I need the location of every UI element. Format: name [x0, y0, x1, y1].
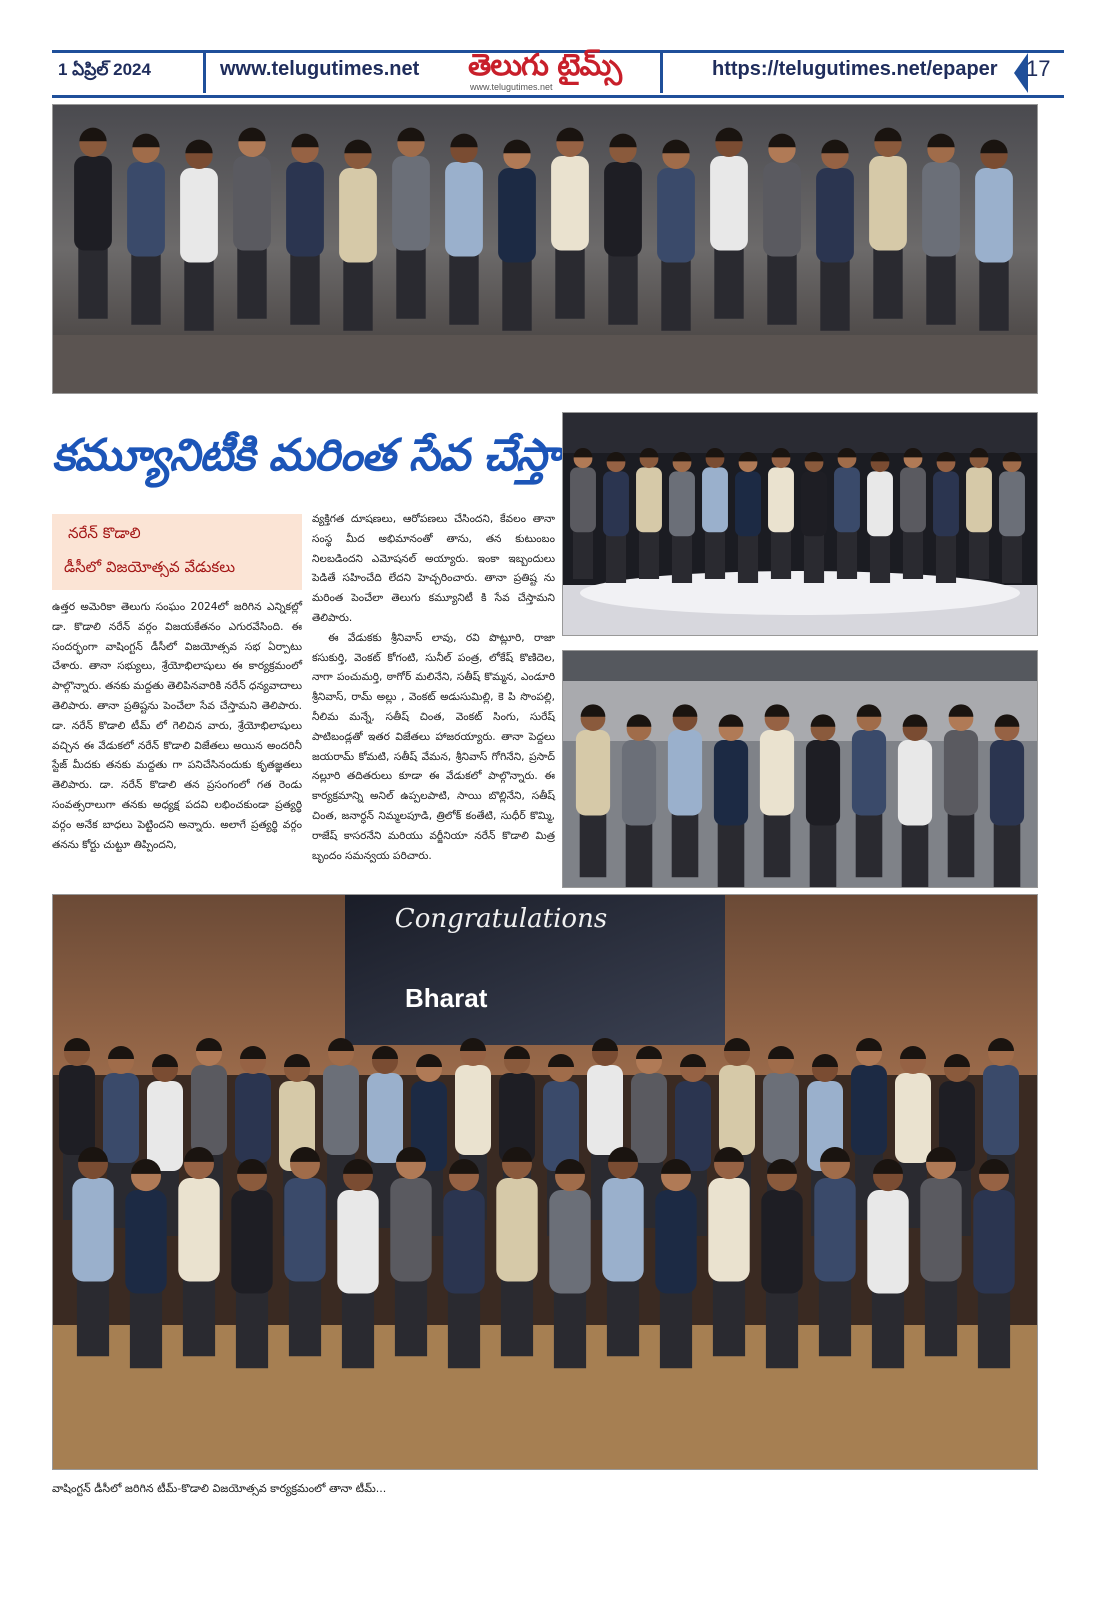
headline: కమ్యూనిటీకి మరింత సేవ చేస్తా — [52, 430, 561, 481]
celebration-photo — [562, 650, 1038, 888]
header-divider — [660, 53, 663, 93]
article-paragraph: ఈ వేడుకకు శ్రీనివాస్ లావు, రవి పొట్లూరి, రాజా కసుకుర్తి, వెంకట్ కోగంటి, సునీల్ పంత్ర, లోకేష్ కొణిదెల, నాగా పంచుమర్తి, ఠాగోర్ మలినేని, సతీష్ కొమ్మన, ఎండూరి శ్రీనివాస్, రామ్ అల్లు , వెంకట్ అడుసుమిల్లి, కె పి సొంపల్లి, నీలిమ మన్నే, సతీష్ చింత, వెంకట్ సింగు, సురేష్ పాటిబండ్లతో ఇతర విజేతలు హాజరయ్యారు. తానా పెద్దలు జయరామ్ కోమటి, సతీష్ వేమన, శ్రీనివాస్ గోగినేని, ప్రసాద్ నల్లూరి తదితరులు కూడా ఈ వేడుకలో పాల్గొన్నారు. ఈ కార్యక్రమాన్ని అనిల్ ఉప్పలపాటి, సాయి బొల్లినేని, సతీష్ చింత, జనార్ధన్ నిమ్మలపూడి, త్రిలోక్ కంతేటి, సుధీర్ కొమ్మి, రాజేష్ కాసరనేని మరియు వర్జీనియా నరేన్ కొడాలి మిత్ర బృందం సమన్వయ పరిచారు. — [312, 631, 555, 862]
stage-speech-photo — [562, 412, 1038, 636]
page-number: 17 — [1026, 56, 1051, 81]
article-column-1 — [52, 598, 302, 888]
subhead-box — [52, 514, 302, 590]
photo-caption: వాషింగ్టన్ డీసీలో జరిగిన టీమ్-కొడాలి విజయోత్సవ కార్యక్రమంలో తానా టీమ్... — [52, 1482, 387, 1495]
logo-text: తెలుగు టైమ్స్ — [468, 48, 622, 83]
page-header — [0, 0, 1110, 110]
logo-subtext: www.telugutimes.net — [470, 82, 553, 92]
masthead-logo[interactable] — [468, 48, 640, 94]
issue-date: 1 ఏప్రిల్ 2024 — [58, 60, 151, 79]
subhead-name: నరేన్ కొడాలి — [68, 524, 141, 542]
bottom-group-photo — [52, 894, 1038, 1470]
screen-name: Bharat — [405, 983, 488, 1013]
website-link[interactable]: www.telugutimes.net — [220, 58, 420, 80]
article-paragraph: వ్యక్తిగత దూషణలు, ఆరోపణలు చేసిందని, కేవలం తానా సంస్థ మీద అభిమానంతో తాను, తన కుటుంబం నిలబడిందని ఎమోషనల్ అయ్యారు. ఇంకా ఇబ్బందులు పెడితే సహించేది లేదని హెచ్చరించారు. తానా ప్రతిష్ట ను మరింత పెంచేలా తెలుగు కమ్యూనిటీ కి సేవ చేస్తామని తెలిపారు. — [312, 513, 555, 624]
header-divider — [203, 53, 206, 93]
screen-text: Congratulations — [394, 904, 608, 934]
top-group-photo — [52, 104, 1038, 394]
article-paragraph: ఉత్తర అమెరికా తెలుగు సంఘం 2024లో జరిగిన ఎన్నికల్లో డా. కొడాలి నరేన్ వర్గం విజయకేతనం ఎగురవేసింది. ఈ సందర్భంగా వాషింగ్టన్ డీసీలో విజయోత్సవ సభ ఏర్పాటు చేశారు. తానా సభ్యులు, శ్రేయోభిలాషులు ఈ కార్యక్రమంలో పాల్గొన్నారు. తనకు మద్దతు తెలిపినవారికి నరేన్ ధన్యవాదాలు తెలిపారు. తానా ప్రతిష్టను పెంచేలా సేవ చేస్తామని తెలిపారు. డా. నరేన్ కొడాలి టీమ్ లో గెలిచిన వారు, శ్రేయోభిలాషులు వచ్చిన ఈ వేడుకలో నరేన్ కొడాలి విజేతలు అయిన అందరినీ స్టేజ్ మీదకు తనకు మద్దతు గా పనిచేసినందుకు కృతజ్ఞతలు తెలిపారు. డా. నరేన్ కొడాలి తన ప్రసంగంలో గత రెండు సంవత్సరాలుగా తనకు అధ్యక్ష పదవి లభించకుండా ప్రత్యర్థి వర్గం అనేక బాధలు పెట్టిందని అన్నారు. అలాగే ప్రత్యర్థి వర్గం తనను కోర్టు చుట్టూ తిప్పిందని, — [52, 601, 302, 851]
epaper-link[interactable]: https://telugutimes.net/epaper — [712, 58, 998, 80]
subhead-event: డీసీలో విజయోత్సవ వేడుకలు — [64, 558, 236, 576]
article-column-2 — [312, 510, 555, 890]
